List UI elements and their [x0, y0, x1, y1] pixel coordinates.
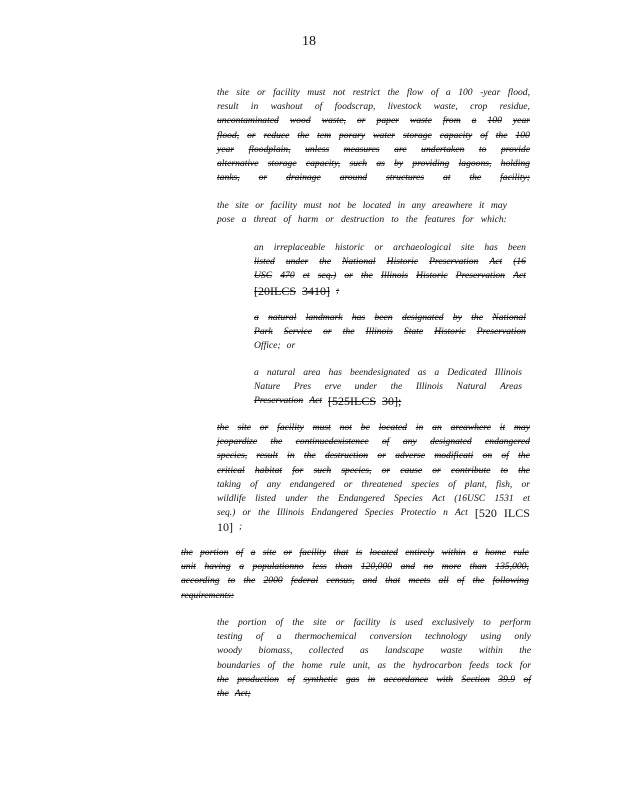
- text-line: the site or facility must not restrict the flow of a 100 -year flood,: [217, 87, 530, 98]
- text-line: woody biomass, collected as landscape waste within the: [217, 645, 531, 657]
- page-number: 18: [302, 34, 316, 49]
- text-line: the production of synthetic gas in accordance with Section 39.9 of: [217, 673, 531, 685]
- text-line: an irreplaceable historic or archaeological site has been: [254, 242, 526, 253]
- paragraph-thermochemical-testing: [217, 616, 531, 701]
- text-line: Office; or: [254, 340, 296, 352]
- paragraph-flood: [217, 86, 530, 185]
- text-line: uncontaminated wood waste, or paper waste from a 100 year: [217, 115, 530, 127]
- text-line: result in washout of foodscrap, livestock waste, crop residue,: [217, 101, 530, 113]
- text-line: USC 470 et seq.) or the Illinois Historic Preservation Act: [254, 270, 526, 282]
- text-line: a natural landmark has been designated by the National: [254, 312, 526, 323]
- text-line: flood, or reduce the tem porary water storage capacity of the 100: [217, 129, 530, 141]
- text-line: 10] ;: [217, 520, 243, 535]
- text-line: wildlife listed under the Endangered Species Act (16USC 1531 et: [217, 492, 530, 504]
- text-line: a natural area has beendesignated as a Dedicated Illinois: [254, 367, 522, 378]
- text-line: unit having a populationno less than 120,000 and no more than 135,000,: [181, 561, 529, 573]
- text-line: year floodplain, unless measures are undertaken to provide: [217, 143, 530, 155]
- text-line: [20ILCS 3410] ;: [254, 283, 340, 298]
- text-line: the site or facility must not be located in any areawhere it may: [217, 200, 507, 211]
- text-line: seq.) or the Illinois Endangered Species Protectio n Act [520 ILCS: [217, 506, 530, 521]
- text-line: the site or facility must not be located in an areawhere it may: [217, 422, 530, 433]
- text-line: according to the 2000 federal census, and that meets all of the following: [181, 575, 529, 587]
- text-line: boundaries of the home rule unit, as the hydrocarbon feeds tock for: [217, 659, 531, 671]
- text-line: testing of a thermochemical conversion technology using only: [217, 631, 531, 643]
- text-line: species, result in the destruction or adverse modificati on of the: [217, 450, 530, 462]
- text-line: Park Service or the Illinois State Historic Preservation: [254, 326, 526, 338]
- text-line: the Act;: [217, 687, 251, 699]
- text-line: alternative storage capacity, such as by providing lagoons, holding: [217, 157, 530, 169]
- paragraph-threat: [217, 199, 507, 227]
- text-line: tanks, or drainage around structures at the facility;: [217, 172, 530, 184]
- text-line: critical habitat for such species, or cause or contribute to the: [217, 464, 530, 476]
- text-line: taking of any endangered or threatened species of plant, fish, or: [217, 478, 530, 490]
- text-line: jeopardize the continuedexistence of any designated endangered: [217, 436, 530, 448]
- text-line: pose a threat of harm or destruction to the features for which:: [217, 214, 507, 226]
- text-line: Nature Pres erve under the Illinois Natural Areas: [254, 381, 522, 393]
- text-line: listed under the National Historic Preservation Act (16: [254, 256, 526, 268]
- text-line: requirements:: [181, 589, 235, 601]
- text-line: Preservation Act [525ILCS 30];: [254, 394, 402, 409]
- paragraph-home-rule-unit: [181, 546, 529, 603]
- text-line: the portion of the site or facility is used exclusively to perform: [217, 617, 531, 628]
- paragraph-natural-area: [254, 366, 522, 409]
- paragraph-historic-site: [254, 241, 526, 298]
- paragraph-endangered-species: [217, 421, 530, 535]
- text-line: the portion of a site or facility that is located entirely within a home rule: [181, 547, 529, 558]
- paragraph-natural-landmark: [254, 311, 526, 354]
